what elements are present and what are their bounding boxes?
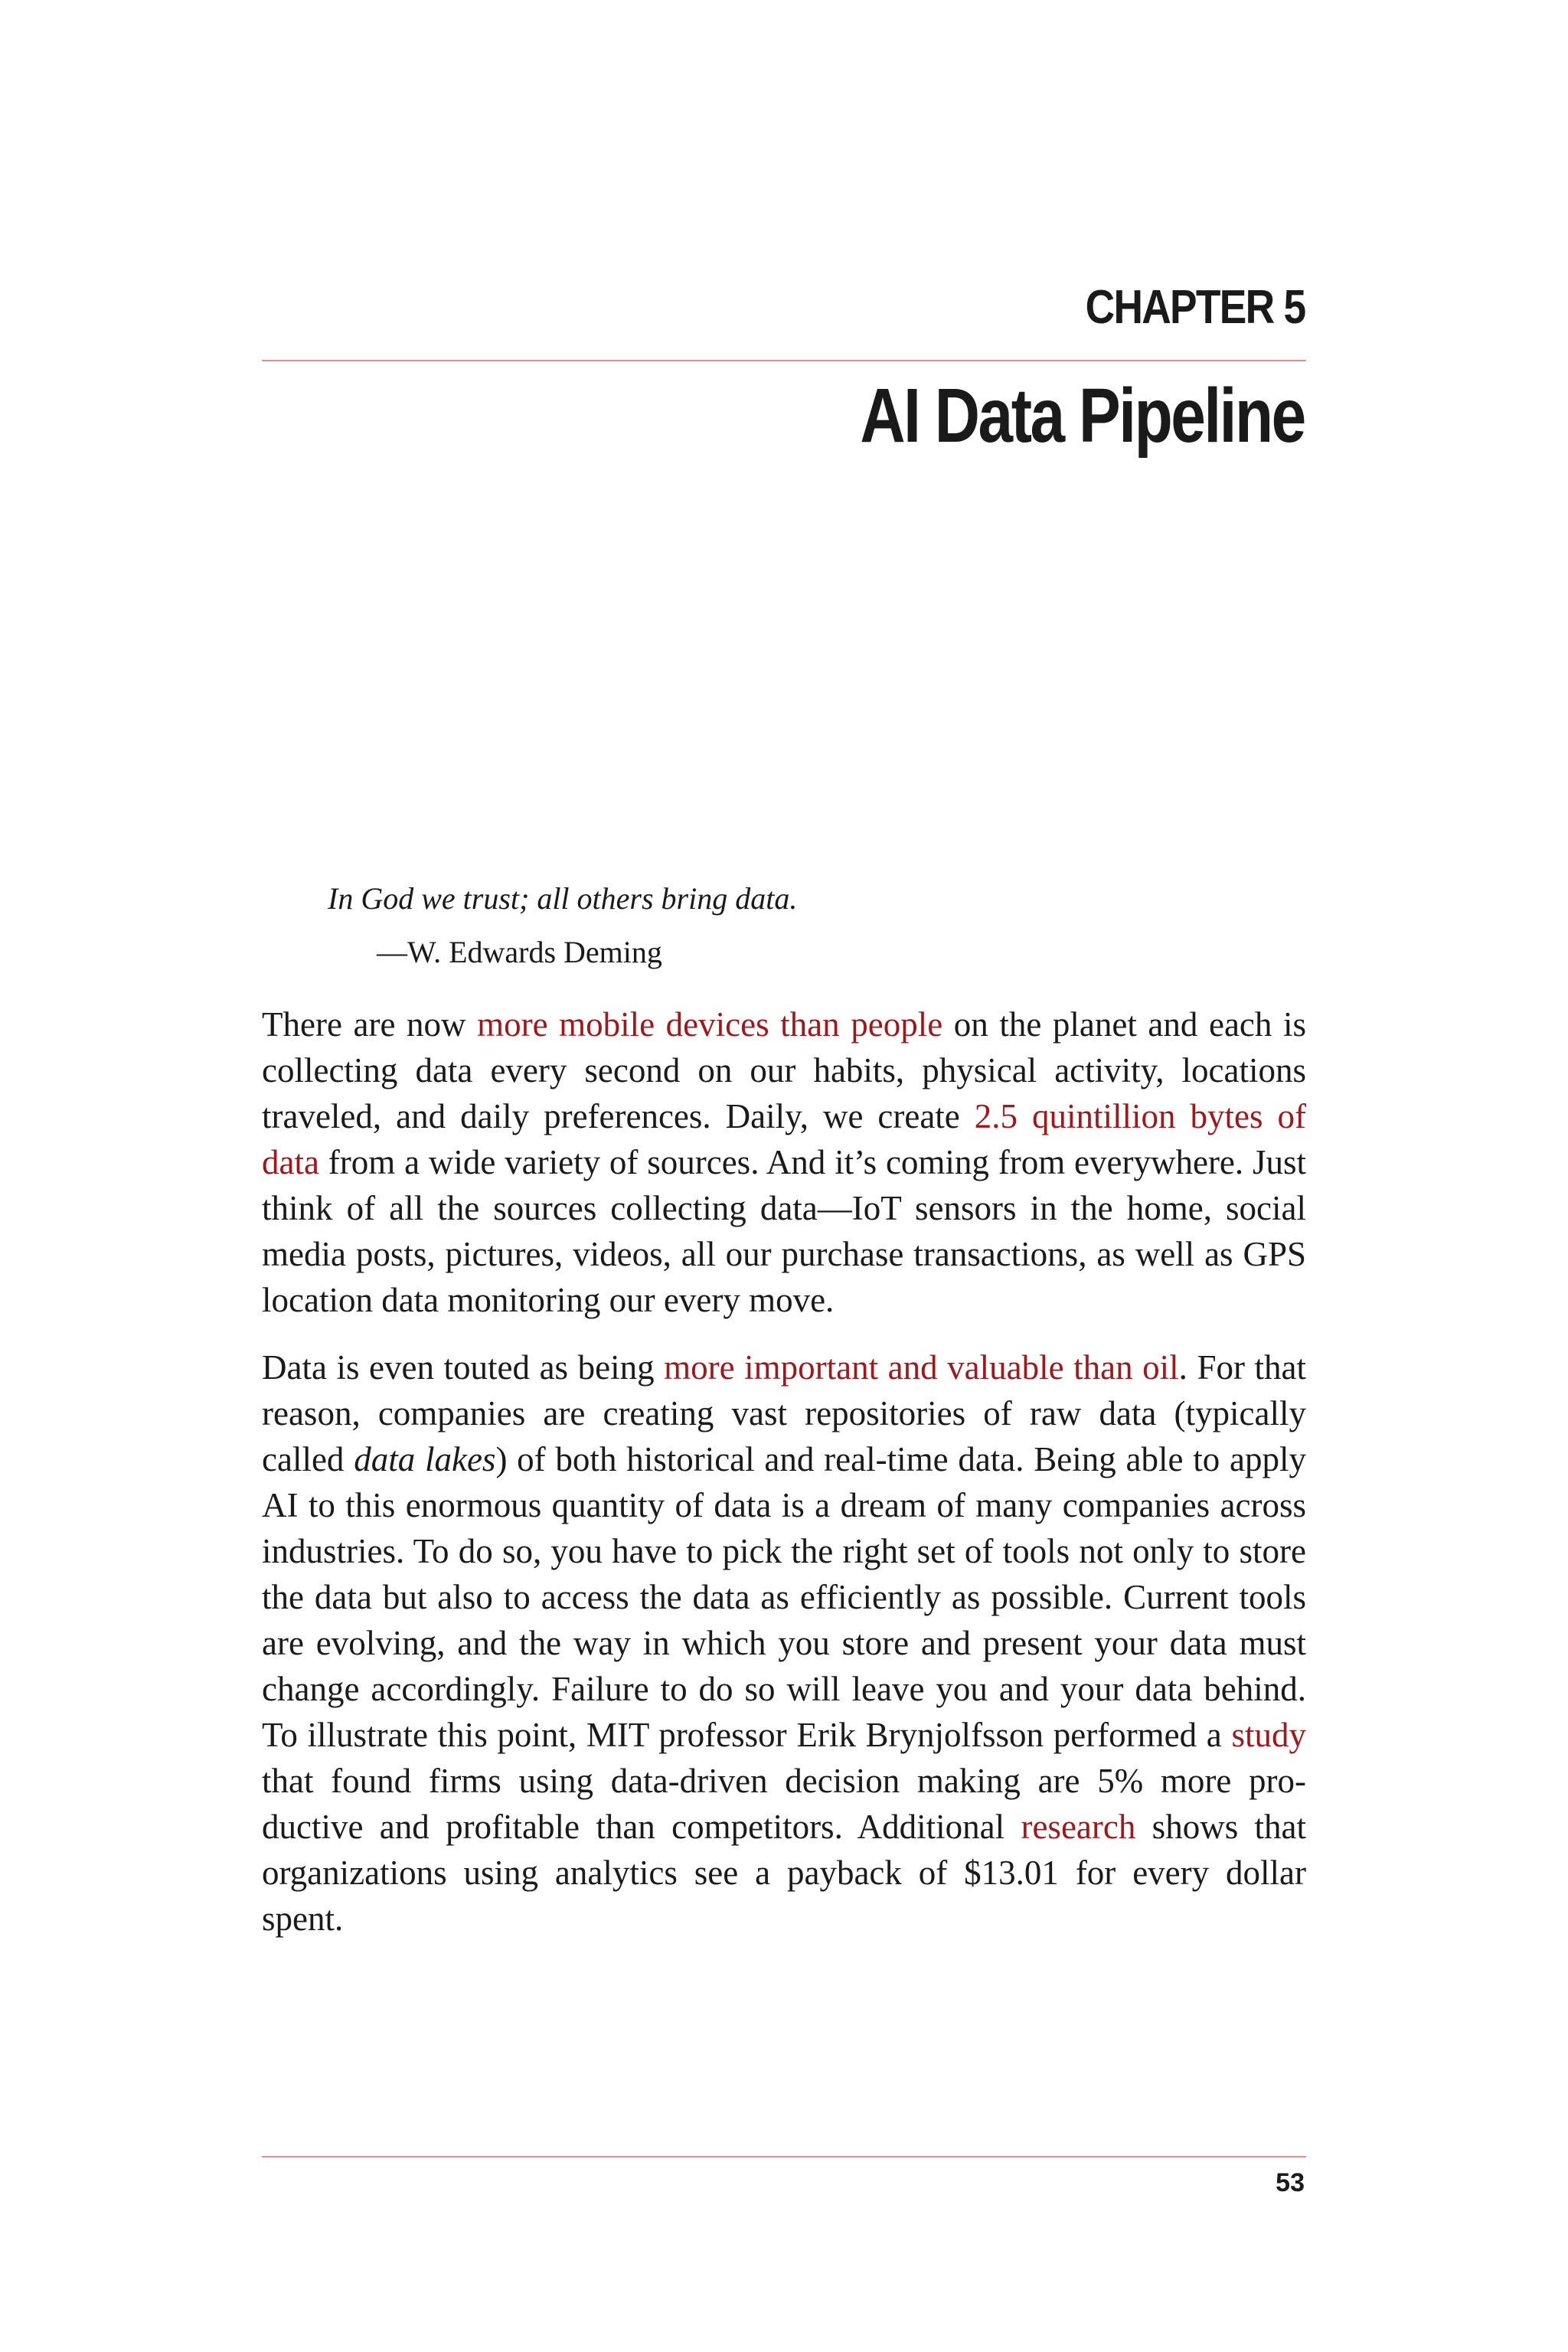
paragraph-1 (262, 1001, 1306, 1323)
link-more-valuable-than-oil[interactable]: more important and valuable than oil (664, 1348, 1179, 1387)
body-text (262, 1001, 1306, 1963)
paragraph-text: Data is even touted as being (262, 1348, 665, 1387)
paragraph-text: . For that reason, companies are creating vast repositories of raw data (typically called (262, 1348, 1306, 1478)
chapter-label: CHAPTER 5 (1085, 281, 1305, 334)
link-study[interactable]: study (1231, 1716, 1306, 1754)
paragraph-text: from a wide variety of sources. And it’s coming from everywhere. Just think of all the sources collecting data—IoT sensors in the home, social media posts, pictures, videos, all our purchase transactions, as well as GPS location data monitoring our every move. (262, 1143, 1306, 1319)
page-number: 53 (1276, 2168, 1305, 2197)
paragraph-text: on the planet and each is collecting data every second on our habits, physical activity, locations traveled, and daily preferences. Daily, we create (262, 1005, 1306, 1135)
paragraph-text: There are now (262, 1005, 478, 1044)
paragraph-text: shows that organizations using analytics see a payback of $13.01 for every dollar spent. (262, 1808, 1307, 1938)
chapter-title: AI Data Pipeline (860, 373, 1305, 459)
link-research[interactable]: research (1021, 1808, 1136, 1846)
paragraph-2 (262, 1344, 1306, 1942)
emphasis-data-lakes: data lakes (354, 1440, 496, 1478)
paragraph-text: that found firms using data-driven decision making are 5% more productive and profitable than competitors. Additional (262, 1762, 1306, 1846)
paragraph-text: ) of both historical and real-time data. Being able to apply AI to this enormous quantity of data is a dream of many companies across industries. To do so, you have to pick the right set of tools not only to store the data but also to access the data as efficiently as possible. Current tools are evolving, and the way in which you store and present your data must change accordingly. Failure to do so will leave you and your data behind. To illustrate this point, MIT professor Erik Brynjolfsson performed a (262, 1440, 1306, 1754)
footer-divider (262, 2156, 1306, 2158)
epigraph-attribution: —W. Edwards Deming (377, 935, 662, 969)
title-divider (262, 360, 1306, 361)
epigraph-quote: In God we trust; all others bring data. (328, 881, 798, 916)
epigraph (328, 876, 1246, 975)
link-quintillion-bytes[interactable]: 2.5 quintillion bytes of data (262, 1097, 1306, 1181)
link-mobile-devices[interactable]: more mobile devices than people (477, 1005, 943, 1044)
